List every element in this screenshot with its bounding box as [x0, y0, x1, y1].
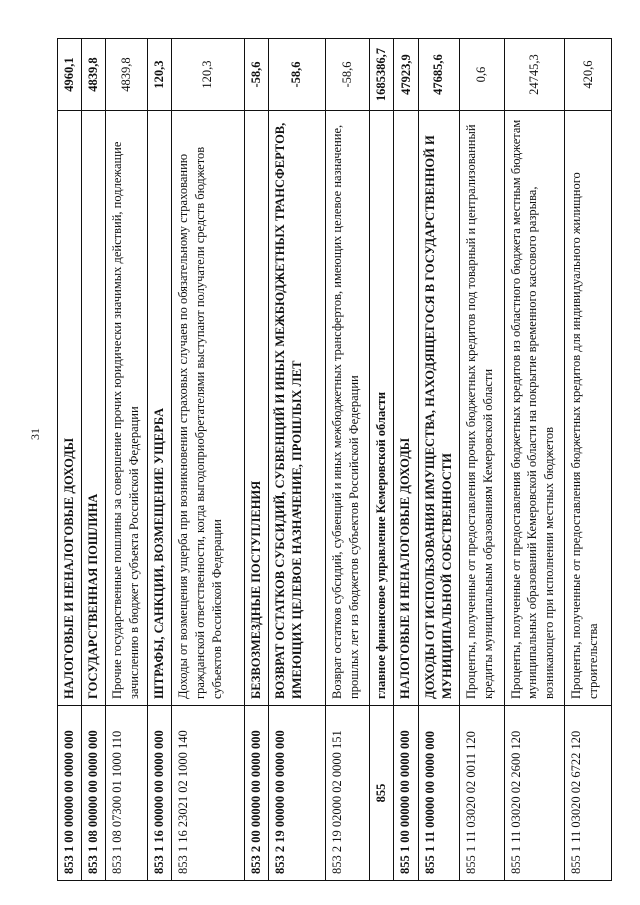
row-amount: -58,6: [244, 39, 268, 111]
row-name: ШТРАФЫ, САНКЦИИ, ВОЗМЕЩЕНИЕ УЩЕРБА: [147, 111, 171, 706]
row-name: главное финансовое управление Кемеровской области: [370, 111, 394, 706]
row-name: Доходы от возмещения ущерба при возникновении страховых случаев по обязательному страхованию гражданской ответственности, когда выгодоприобретателями выступают получатели средств бюджетов субъектов Российской Федерации: [171, 111, 244, 706]
row-name: БЕЗВОЗМЕЗДНЫЕ ПОСТУПЛЕНИЯ: [244, 111, 268, 706]
revenue-table-body: [58, 39, 612, 881]
table-row: [171, 39, 244, 881]
row-code: 855 1 11 03020 02 6722 120: [565, 706, 612, 881]
table-row: [370, 39, 394, 881]
row-code: 853 2 19 00000 00 0000 000: [268, 706, 325, 881]
rotated-table-container: [57, 38, 612, 881]
page-number: 31: [28, 428, 42, 440]
table-row: [82, 39, 106, 881]
row-name: Прочие государственные пошлины за совершение прочих юридически значимых действий, подлежащие зачислению в бюджет субъекта Российской Федерации: [106, 111, 147, 706]
row-amount: 47685,6: [418, 39, 459, 111]
row-code: 853 1 08 07300 01 1000 110: [106, 706, 147, 881]
row-code: 853 1 16 00000 00 0000 000: [147, 706, 171, 881]
row-amount: 1685386,7: [370, 39, 394, 111]
table-row: [268, 39, 325, 881]
table-row: [394, 39, 418, 881]
row-code: 853 2 00 00000 00 0000 000: [244, 706, 268, 881]
row-amount: 4839,8: [82, 39, 106, 111]
table-row: [147, 39, 171, 881]
row-code: 853 2 19 02000 02 0000 151: [325, 706, 370, 881]
row-code: 853 1 16 23021 02 1000 140: [171, 706, 244, 881]
row-code: 855: [370, 706, 394, 881]
row-amount: 4960,1: [58, 39, 82, 111]
row-amount: 120,3: [171, 39, 244, 111]
row-amount: 120,3: [147, 39, 171, 111]
row-name: Проценты, полученные от предоставления бюджетных кредитов из областного бюджета местным бюджетам муниципальных образований Кемеровской области на покрытие временного кассового разрыва, возникающего при исполнении местных бюджетов: [504, 111, 565, 706]
row-name: Проценты, полученные от предоставления бюджетных кредитов для индивидуального жилищного строительства: [565, 111, 612, 706]
row-name: ДОХОДЫ ОТ ИСПОЛЬЗОВАНИЯ ИМУЩЕСТВА, НАХОДЯЩЕГОСЯ В ГОСУДАРСТВЕННОЙ И МУНИЦИПАЛЬНОЙ СОБСТВЕННОСТИ: [418, 111, 459, 706]
row-amount: -58,6: [325, 39, 370, 111]
row-code: 855 1 11 03020 02 2600 120: [504, 706, 565, 881]
row-amount: 4839,8: [106, 39, 147, 111]
row-code: 855 1 11 03020 02 0011 120: [459, 706, 504, 881]
table-row: [106, 39, 147, 881]
revenue-table: [57, 38, 612, 881]
table-row: [459, 39, 504, 881]
table-row: [418, 39, 459, 881]
row-name: ГОСУДАРСТВЕННАЯ ПОШЛИНА: [82, 111, 106, 706]
row-name: Проценты, полученные от предоставления прочих бюджетных кредитов под товарный и централизованный кредиты муниципальным образованиям Кемеровской области: [459, 111, 504, 706]
table-row: [58, 39, 82, 881]
row-name: Возврат остатков субсидий, субвенций и иных межбюджетных трансфертов, имеющих целевое назначение, прошлых лет из бюджетов субъектов Российской Федерации: [325, 111, 370, 706]
row-amount: 24745,3: [504, 39, 565, 111]
row-code: 853 1 08 00000 00 0000 000: [82, 706, 106, 881]
row-name: НАЛОГОВЫЕ И НЕНАЛОГОВЫЕ ДОХОДЫ: [394, 111, 418, 706]
row-amount: 420,6: [565, 39, 612, 111]
row-code: 853 1 00 00000 00 0000 000: [58, 706, 82, 881]
row-name: ВОЗВРАТ ОСТАТКОВ СУБСИДИЙ, СУБВЕНЦИЙ И ИНЫХ МЕЖБЮДЖЕТНЫХ ТРАНСФЕРТОВ, ИМЕЮЩИХ ЦЕЛЕВОЕ НАЗНАЧЕНИЕ, ПРОШЛЫХ ЛЕТ: [268, 111, 325, 706]
row-name: НАЛОГОВЫЕ И НЕНАЛОГОВЫЕ ДОХОДЫ: [58, 111, 82, 706]
table-row: [244, 39, 268, 881]
table-row: [504, 39, 565, 881]
table-row: [325, 39, 370, 881]
row-code: 855 1 11 00000 00 0000 000: [418, 706, 459, 881]
row-code: 855 1 00 00000 00 0000 000: [394, 706, 418, 881]
table-row: [565, 39, 612, 881]
row-amount: 0,6: [459, 39, 504, 111]
row-amount: -58,6: [268, 39, 325, 111]
row-amount: 47923,9: [394, 39, 418, 111]
